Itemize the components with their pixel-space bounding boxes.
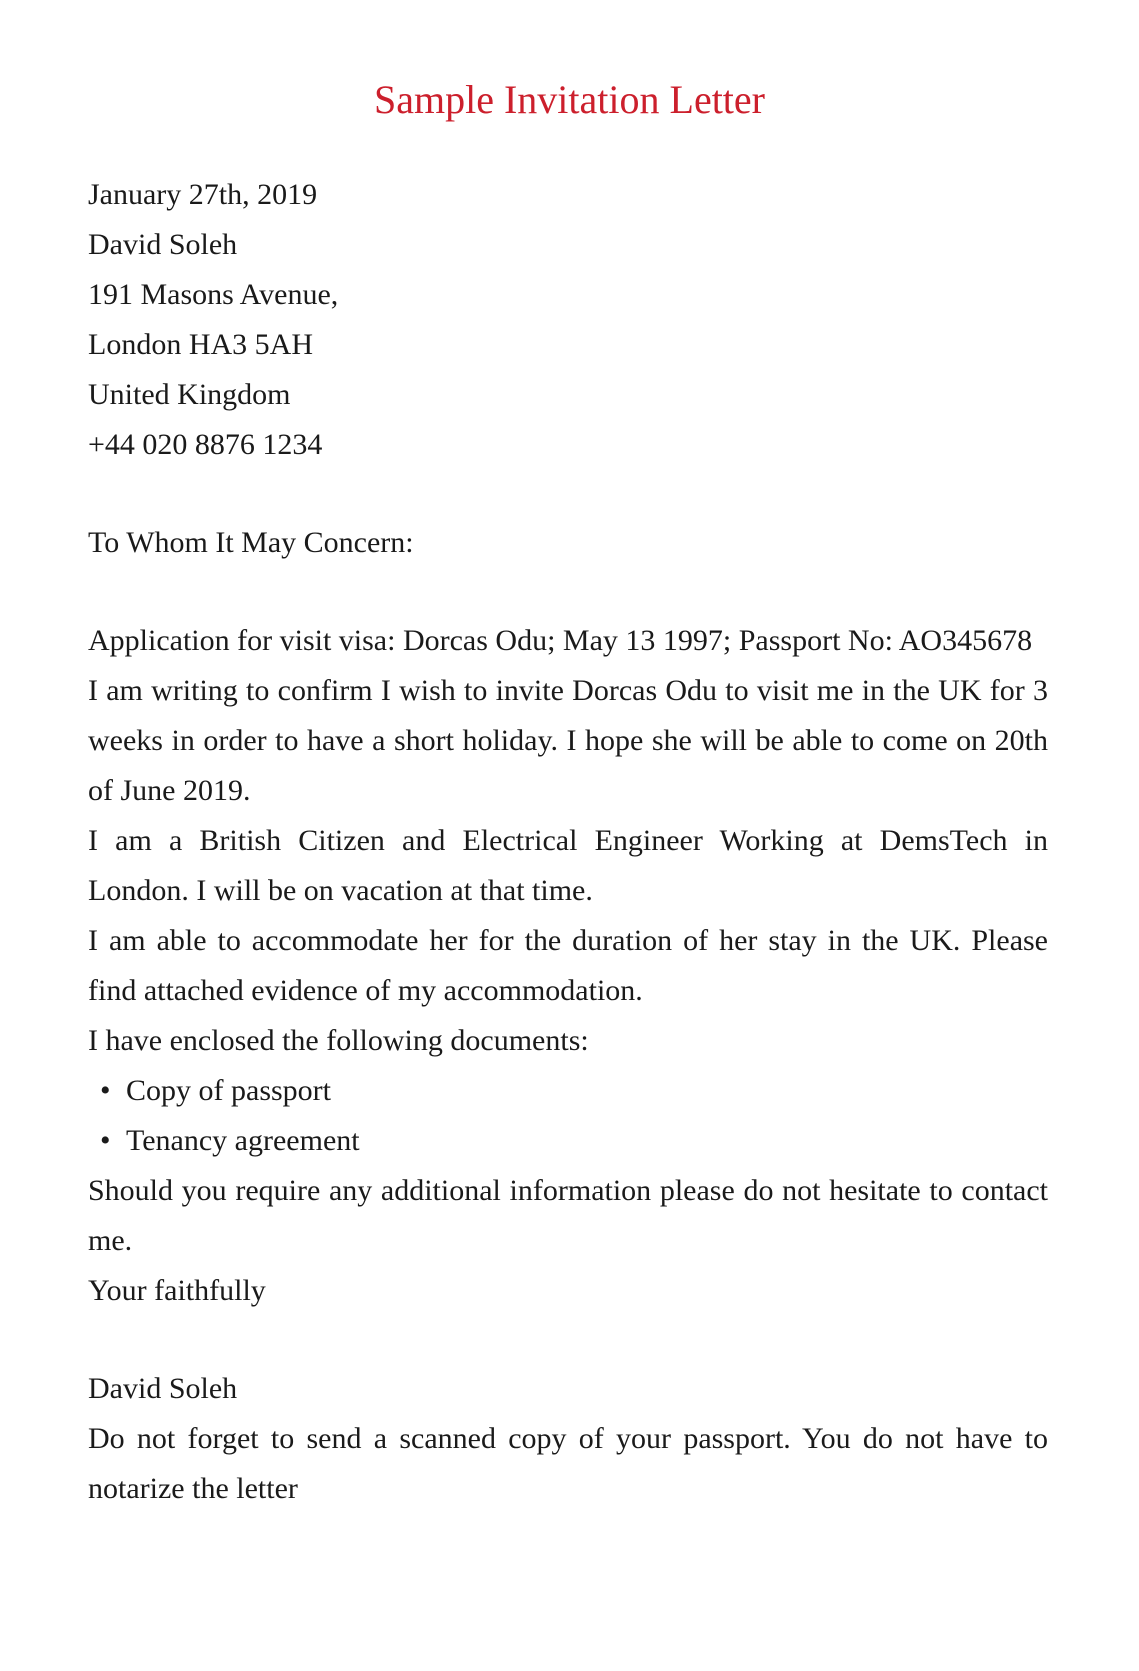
- spacer: [88, 568, 1048, 616]
- enclosure-item-label: Copy of passport: [126, 1074, 331, 1107]
- valediction: Your faithfully: [88, 1274, 266, 1307]
- list-item: [100, 1066, 1048, 1116]
- closing-paragraph: Should you require any additional information please do not hesitate to contact me.: [88, 1174, 1048, 1257]
- list-item: [100, 1116, 1048, 1166]
- letter-title: Sample Invitation Letter: [374, 77, 765, 122]
- letter-date: January 27th, 2019: [88, 178, 318, 211]
- spacer: [88, 1316, 1048, 1364]
- paragraph-occupation: I am a British Citizen and Electrical Engineer Working at DemsTech in London. I will be on vacation at that time.: [88, 824, 1048, 907]
- sender-block: [88, 170, 1048, 470]
- sender-phone: +44 020 8876 1234: [88, 428, 323, 461]
- paragraph-enclosures-intro: I have enclosed the following documents:: [88, 1024, 589, 1057]
- salutation: To Whom It May Concern:: [88, 526, 414, 559]
- sender-address-line1: 191 Masons Avenue,: [88, 278, 339, 311]
- bullet-icon: •: [100, 1124, 111, 1157]
- signature-name: David Soleh: [88, 1372, 238, 1405]
- sender-name: David Soleh: [88, 228, 238, 261]
- paragraph-invitation: I am writing to confirm I wish to invite Dorcas Odu to visit me in the UK for 3 weeks in order to have a short holiday. I hope she will be able to come on 20th of June 2019.: [88, 674, 1048, 807]
- paragraph-accommodation: I am able to accommodate her for the duration of her stay in the UK. Please find attached evidence of my accommodation.: [88, 924, 1048, 1007]
- bullet-icon: •: [100, 1074, 111, 1107]
- footer-note: Do not forget to send a scanned copy of your passport. You do not have to notarize the letter: [88, 1422, 1048, 1505]
- subject-line: Application for visit visa: Dorcas Odu; May 13 1997; Passport No: AO345678: [88, 624, 1033, 657]
- letter-body: [88, 170, 1048, 1514]
- enclosure-item-label: Tenancy agreement: [126, 1124, 360, 1157]
- sender-address-line2: London HA3 5AH: [88, 328, 313, 361]
- spacer: [88, 470, 1048, 518]
- sender-country: United Kingdom: [88, 378, 291, 411]
- enclosure-list: [88, 1066, 1048, 1166]
